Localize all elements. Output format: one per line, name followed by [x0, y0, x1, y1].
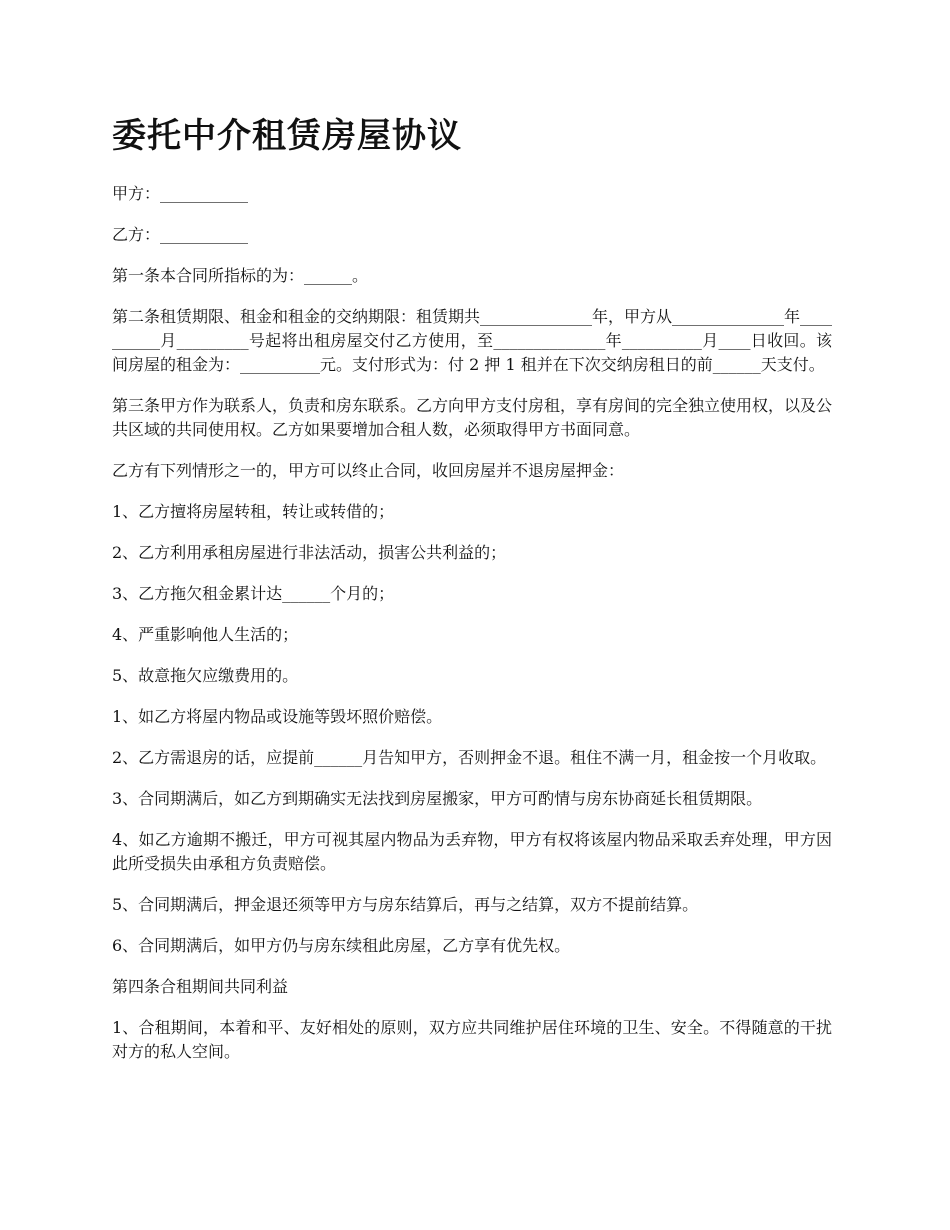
article-4-heading: 第四条合租期间共同利益 — [112, 977, 289, 996]
termination-intro: 乙方有下列情形之一的，甲方可以终止合同，收回房屋并不退房屋押金： — [112, 461, 625, 480]
article-1: 第一条本合同所指标的为：______。 — [112, 266, 369, 285]
document-title: 委托中介租赁房屋协议 — [112, 116, 462, 156]
party-b-line: 乙方：___________ — [112, 225, 249, 244]
clause-item-2: 2、乙方需退房的话，应提前______月告知甲方，否则押金不退。租住不满一月，租金按一个月收取。 — [112, 748, 827, 767]
clause-item-5: 5、合同期满后，押金退还须等甲方与房东结算后，再与之结算，双方不提前结算。 — [112, 895, 699, 914]
termination-item-5: 5、故意拖欠应缴费用的。 — [112, 666, 299, 685]
article-2: 第二条租赁期限、租金和租金的交纳期限：租赁期共______________年，甲方从______________年__________月_________号起将出租房屋交付乙方使用，至______________年__________月____日收回。该间房屋的租金为：__________元。支付形式为：付 2 押 1 租并在下次交纳房租日的前______天支付。 — [112, 307, 833, 374]
clause-item-3: 3、合同期满后，如乙方到期确实无法找到房屋搬家，甲方可酌情与房东协商延长租赁期限。 — [112, 789, 763, 808]
termination-item-4: 4、严重影响他人生活的； — [112, 625, 299, 644]
party-a-line: 甲方：___________ — [112, 184, 249, 203]
clause-item-4: 4、如乙方逾期不搬迁，甲方可视其屋内物品为丢弃物，甲方有权将该屋内物品采取丢弃处理，甲方因此所受损失由承租方负责赔偿。 — [112, 830, 832, 873]
clause-item-6: 6、合同期满后，如甲方仍与房东续租此房屋，乙方享有优先权。 — [112, 936, 571, 955]
termination-item-3: 3、乙方拖欠租金累计达______个月的； — [112, 584, 395, 603]
document-page — [112, 112, 832, 1081]
termination-item-1: 1、乙方擅将房屋转租，转让或转借的； — [112, 502, 395, 521]
article-4-item-1: 1、合租期间，本着和平、友好相处的原则，双方应共同维护居住环境的卫生、安全。不得随意的干扰对方的私人空间。 — [112, 1018, 832, 1061]
clause-item-1: 1、如乙方将屋内物品或设施等毁坏照价赔偿。 — [112, 707, 443, 726]
article-3: 第三条甲方作为联系人，负责和房东联系。乙方向甲方支付房租，享有房间的完全独立使用权，以及公共区域的共同使用权。乙方如果要增加合租人数，必须取得甲方书面同意。 — [112, 396, 833, 439]
termination-item-2: 2、乙方利用承租房屋进行非法活动，损害公共利益的； — [112, 543, 507, 562]
